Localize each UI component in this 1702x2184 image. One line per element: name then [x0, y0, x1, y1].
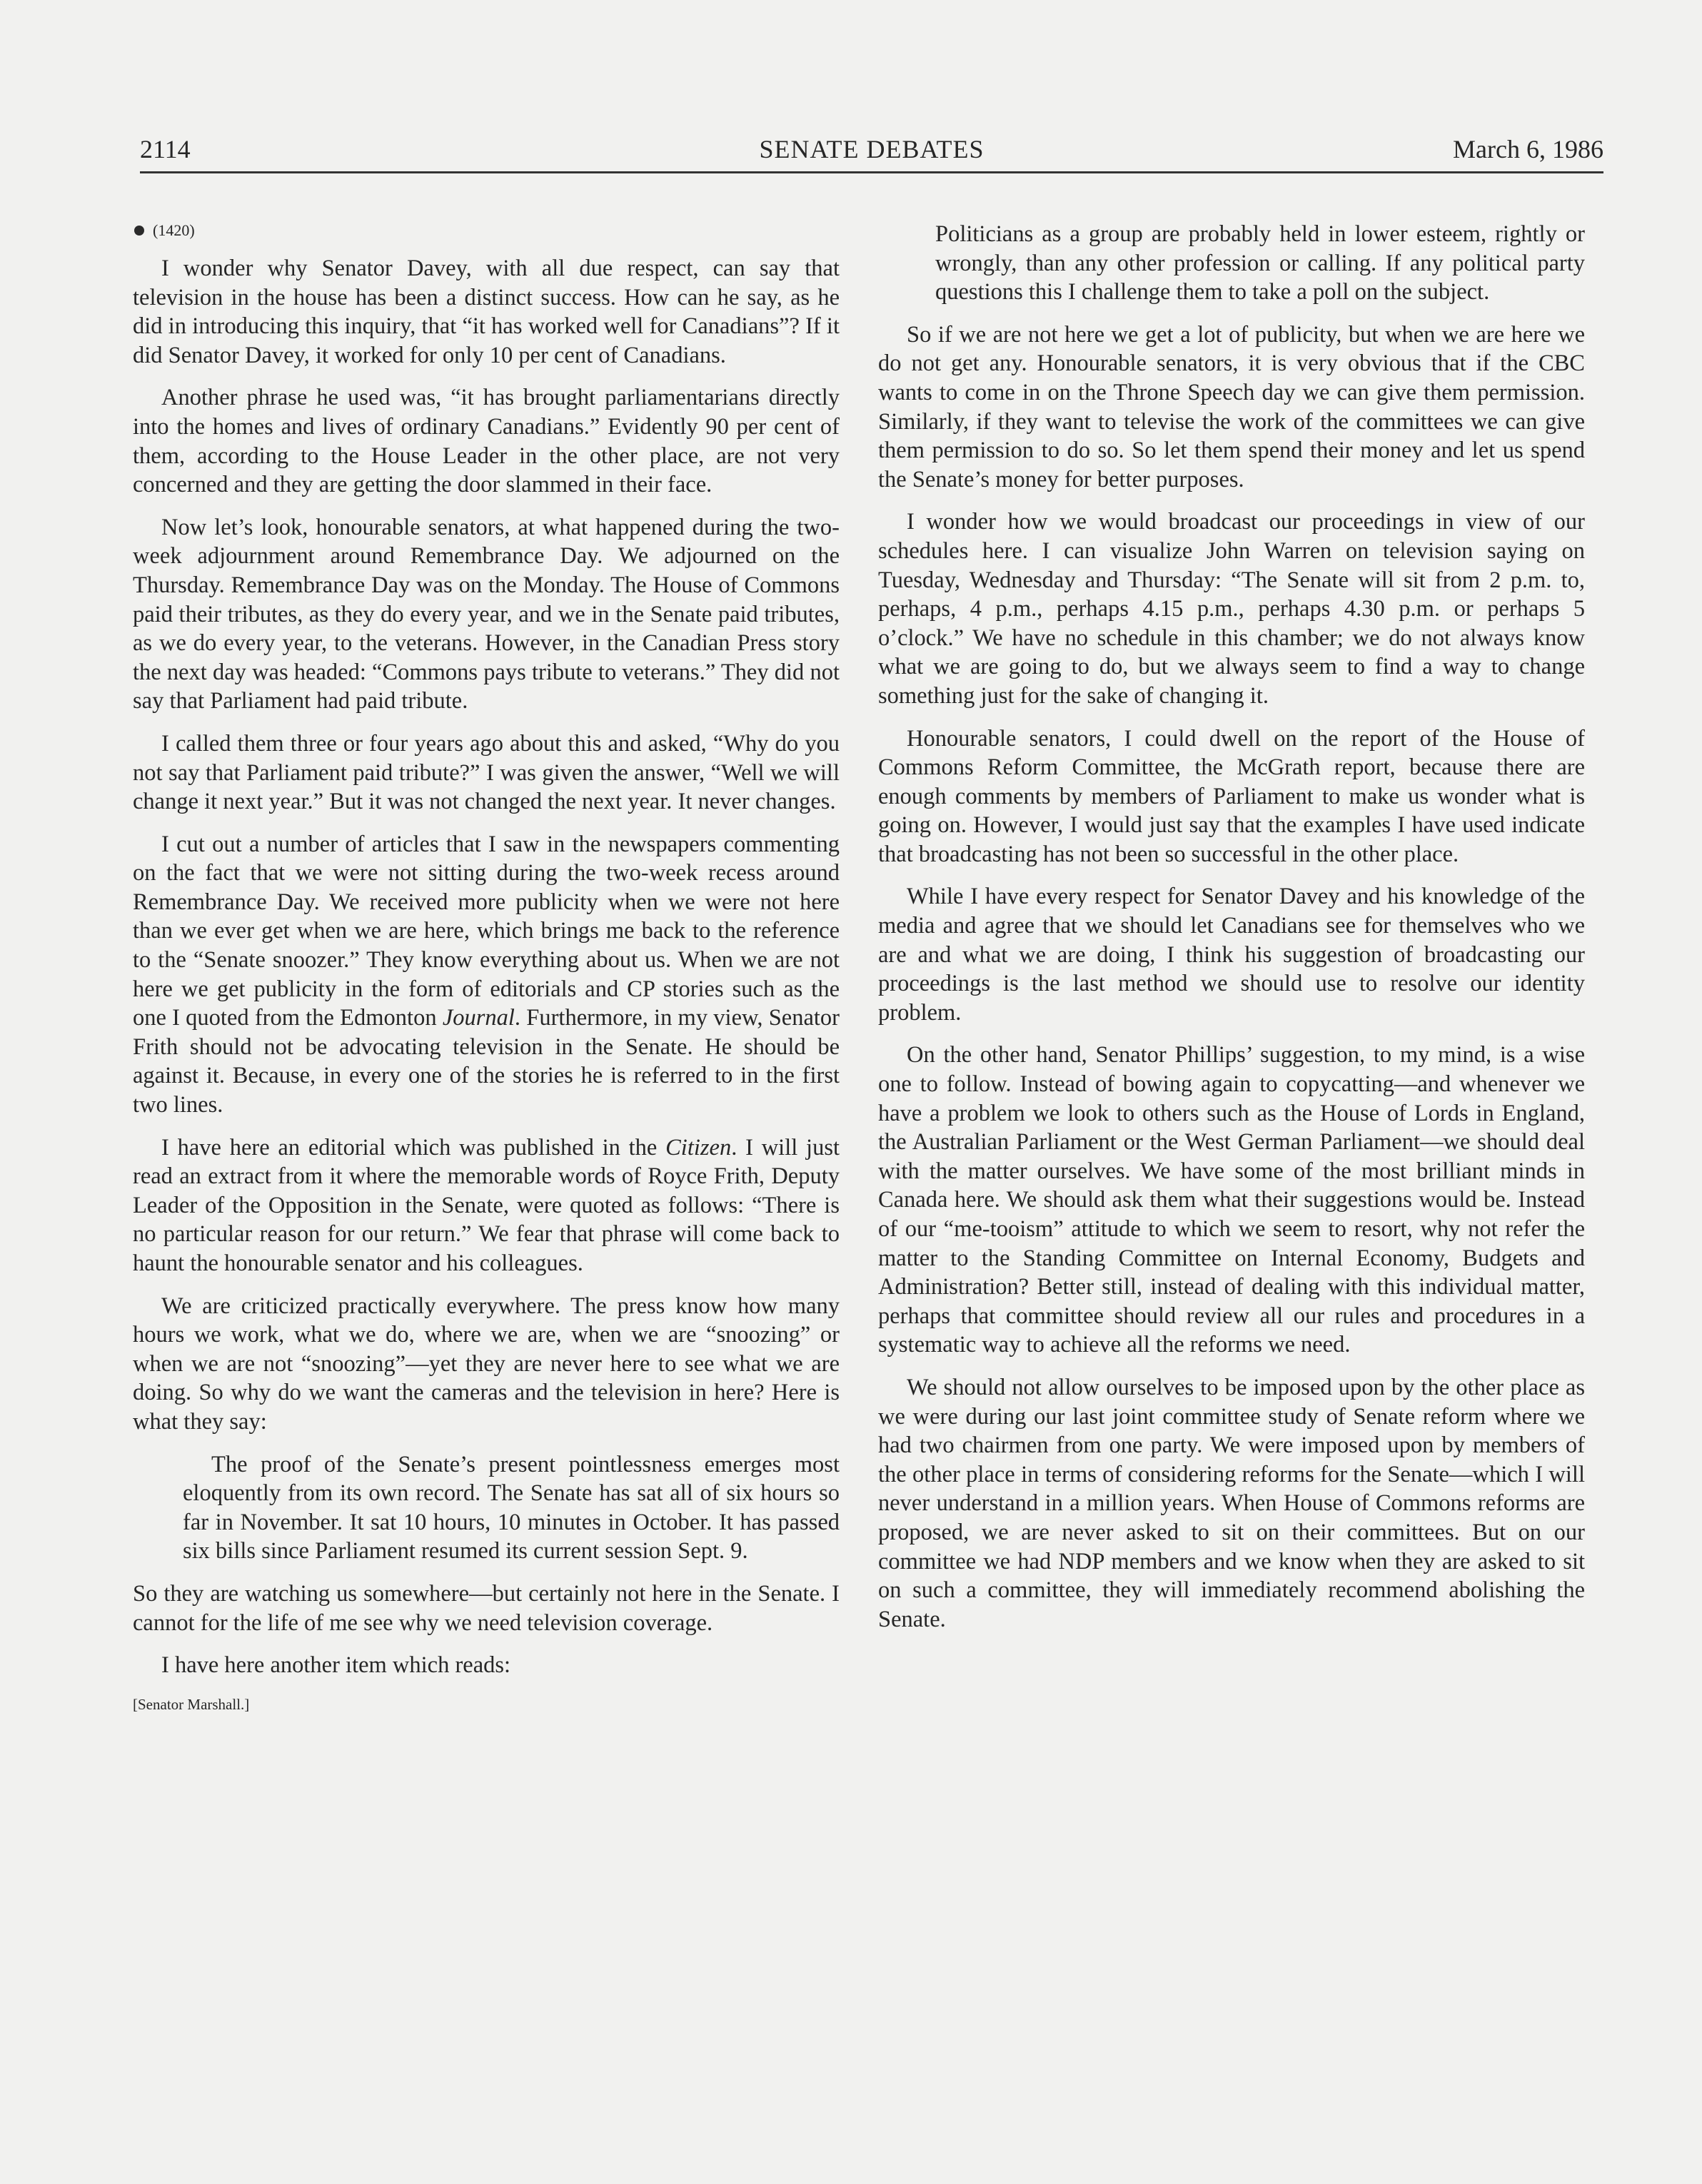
- page-date: March 6, 1986: [1453, 135, 1603, 163]
- paragraph: So they are watching us somewhere—but certainly not here in the Senate. I cannot for the life of me see why we need television coverage.: [133, 1580, 840, 1636]
- paragraph: So if we are not here we get a lot of publicity, but when we are here we do not get any. Honourable senators, it is very obvious that if the CBC wants to come in on the Throne Speech day we can give them permission. Similarly, if they want to televise the work of the committees we can give them permission to do so. So let them spend their money and let us spend the Senate’s money for better purposes.: [878, 321, 1585, 492]
- page-title: SENATE DEBATES: [759, 135, 985, 163]
- publication-name: Journal: [442, 1005, 515, 1031]
- block-quote: The proof of the Senate’s present pointlessness emerges most eloquently from its own record. The Senate has sat all of six hours so far in November. It sat 10 hours, 10 minutes in October. It has passed six bills since Parliament resumed its current session Sept. 9.: [183, 1451, 840, 1564]
- paragraph: [133, 1133, 840, 1278]
- paragraph: We are criticized practically everywhere. The press know how many hours we work, what we do, where we are, when we are “snoozing” or when we are not “snoozing”—yet they are never here to see what we are doing. So why do we want the cameras and the television in here? Here is what they say:: [133, 1293, 840, 1435]
- paragraph: While I have every respect for Senator Davey and his knowledge of the media and agree that we should let Canadians see for themselves who we are and what we are doing, I think his suggestion of broadcasting our proceedings is the last method we should use to resolve our identity problem.: [878, 884, 1585, 1026]
- bullet-icon: [134, 226, 144, 236]
- paragraph: I called them three or four years ago about this and asked, “Why do you not say that Parliament paid tribute?” I was given the answer, “Well we will change it next year.” But it was not changed the next year. It never changes.: [133, 730, 840, 815]
- publication-name: Citizen: [665, 1134, 732, 1161]
- timestamp: (1420): [153, 221, 195, 239]
- quoted-continuation: Politicians as a group are probably held in lower esteem, rightly or wrongly, than any other profession or calling. If any political party questions this I challenge them to take a poll on the subject.: [935, 221, 1585, 305]
- paragraph: On the other hand, Senator Phillips’ suggestion, to my mind, is a wise one to follow. Instead of bowing again to copycatting—and whenever we have a problem we look to others such as the House of Lords in England, the Australian Parliament or the West German Parliament—we should deal with the matter ourselves. We have some of the most brilliant minds in Canada here. We should ask them what their suggestions would be. Instead of our “me-tooism” attitude to which we seem to resort, why not refer the matter to the Standing Committee on Internal Economy, Budgets and Administration? Better still, instead of dealing with this individual matter, perhaps that committee should review all our rules and procedures in a systematic way to achieve all the reforms we need.: [878, 1042, 1585, 1358]
- paragraph: Honourable senators, I could dwell on the report of the House of Commons Reform Committee, the McGrath report, because there are enough comments by members of Parliament to make us wonder what is going on. However, I would just say that the examples I have used indicate that broadcasting has not been so successful in the other place.: [878, 725, 1585, 867]
- speaker-attribution: [Senator Marshall.]: [133, 1695, 250, 1713]
- paragraph-text: I have here an editorial which was published in the: [161, 1134, 666, 1161]
- paragraph: I have here another item which reads:: [161, 1652, 511, 1679]
- paragraph: I wonder why Senator Davey, with all due respect, can say that television in the house has been a distinct success. How can he say, as he did in introducing this inquiry, that “it has worked well for Canadians”? If it did Senator Davey, it worked for only 10 per cent of Canadians.: [133, 256, 840, 368]
- paragraph: We should not allow ourselves to be imposed upon by the other place as we were during our last joint committee study of Senate reform where we had two chairmen from one party. We were imposed upon by members of the other place in terms of considering reforms for the Senate—which I will never understand in a million years. When House of Commons reforms are proposed, we are never asked to sit on their committees. But on our committee we had NDP members and we know when they are asked to sit on such a committee, they will immediately recommend abolishing the Senate.: [878, 1374, 1585, 1632]
- left-column: [133, 220, 840, 1715]
- paragraph: [133, 830, 840, 1120]
- right-column: [878, 220, 1585, 1647]
- header-rule: [140, 171, 1603, 173]
- paragraph: Now let’s look, honourable senators, at what happened during the two-week adjournment around Remembrance Day. We adjourned on the Thursday. Remembrance Day was on the Monday. The House of Commons paid their tributes, as they do every year, and we in the Senate paid tributes, as we do every year, to the veterans. However, in the Canadian Press story the next day was headed: “Commons pays tribute to veterans.” They did not say that Parliament had paid tribute.: [133, 514, 840, 714]
- paragraph-text: . I will just read an extract from it where the memorable words of Royce Frith, Deputy Leader of the Opposition in the Senate, were quoted as follows: “There is no particular reason for our return.” We fear that phrase will come back to haunt the honourable senator and his colleagues.: [133, 1134, 840, 1276]
- page-number: 2114: [140, 135, 191, 163]
- paragraph-text: . Furthermore, in my view, Senator Frith should not be advocating television in the Senate. He should be against it. Because, in every one of the stories he is referred to in the first two lines.: [133, 1005, 840, 1118]
- paragraph-text: I cut out a number of articles that I saw in the newspapers commenting on the fact that we were not sitting during the two-week recess around Remembrance Day. We received more publicity when we were not here than we ever get when we are here, which brings me back to the reference to the “Senate snoozer.” They know everything about us. When we are not here we get publicity in the form of editorials and CP stories such as the one I quoted from the Edmonton: [133, 831, 840, 1031]
- paragraph: I wonder how we would broadcast our proceedings in view of our schedules here. I can visualize John Warren on television saying on Tuesday, Wednesday and Thursday: “The Senate will sit from 2 p.m. to, perhaps, 4 p.m., perhaps 4.15 p.m., perhaps 4.30 p.m. or perhaps 5 o’clock.” We have no schedule in this chamber; we do not always know what we are going to do, but we always seem to find a way to change something just for the sake of changing it.: [878, 509, 1585, 709]
- page-header: [140, 134, 1603, 171]
- timestamp-marker: [133, 220, 840, 241]
- paragraph: Another phrase he used was, “it has brought parliamentarians directly into the homes and lives of ordinary Canadians.” Evidently 90 per cent of them, according to the House Leader in the other place, are not very concerned and they are getting the door slammed in their face.: [133, 385, 840, 498]
